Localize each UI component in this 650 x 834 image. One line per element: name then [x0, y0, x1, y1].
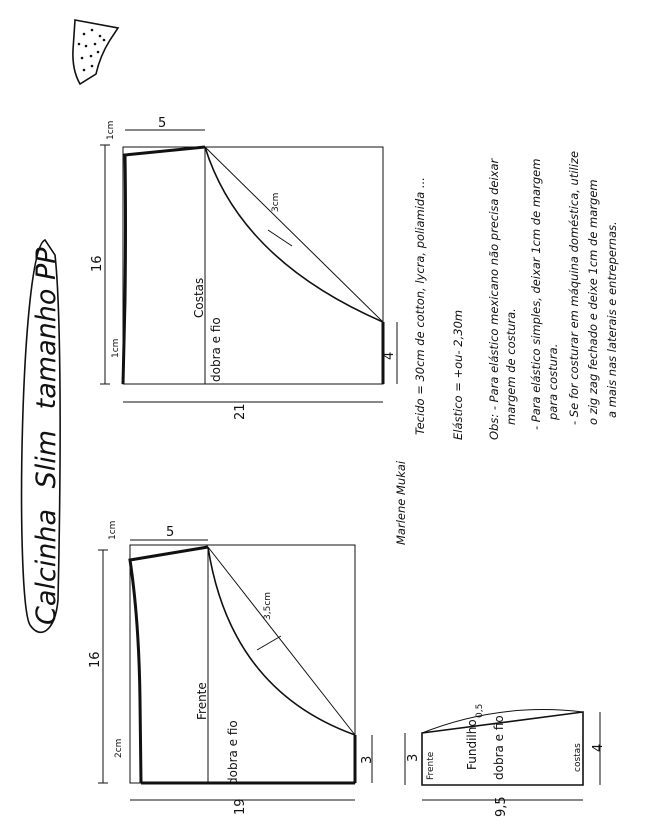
costas-pattern — [90, 116, 397, 420]
fundilho-dim-width: 9,5 — [494, 796, 509, 817]
fundilho-label: Fundilho — [465, 719, 479, 770]
frente-fold: dobra e fio — [226, 720, 240, 785]
costas-label: Costas — [192, 277, 206, 318]
title-prefix: Calcinha — [31, 508, 62, 625]
fundilho-pattern — [405, 704, 606, 817]
costas-dim-low: 1cm — [111, 338, 121, 358]
note-obs1a: Obs: - Para elástico mexicano não precisa deixar — [487, 158, 501, 440]
frente-dim-low: 2cm — [114, 738, 124, 758]
costas-dim-width: 21 — [233, 403, 248, 420]
title-model: Slim — [31, 429, 62, 489]
costas-dim-waist: 5 — [158, 116, 167, 131]
fundilho-dim-right: 4 — [591, 743, 606, 752]
note-obs3c: a mais nas laterais e entrepernas. — [605, 221, 619, 418]
fundilho-fold: dobra e fio — [492, 715, 506, 780]
fundilho-dim-left: 3 — [406, 753, 421, 762]
costas-dim-top: 1cm — [106, 120, 116, 140]
notes-block — [413, 151, 619, 440]
frente-pattern — [88, 521, 375, 815]
fundilho-left-label: Frente — [426, 751, 436, 780]
costas-fold: dobra e fio — [209, 317, 223, 382]
costas-dim-height: 16 — [90, 255, 105, 272]
frente-dim-height: 16 — [88, 651, 103, 668]
signature: Marlene Mukai — [394, 460, 408, 545]
frente-dim-waist: 5 — [166, 525, 175, 540]
fundilho-dim-top: 0,5 — [475, 703, 485, 718]
frente-dim-width: 19 — [233, 798, 248, 815]
note-obs2b: para costura. — [546, 343, 560, 420]
costas-dim-side: 4 — [382, 351, 397, 360]
note-elastico: Elástico = +ou- 2,30m — [451, 309, 465, 440]
frente-dim-top: 1cm — [108, 520, 118, 540]
title-block — [22, 240, 62, 632]
svg-text:Calcinha Slim tama — [31, 247, 62, 625]
frente-dim-side: 3 — [360, 755, 375, 764]
note-obs3b: o zig zag fechado e deixe 1cm de margem — [586, 179, 600, 425]
costas-dim-curve: 3cm — [271, 192, 281, 212]
fundilho-right-label: costas — [573, 743, 583, 772]
note-obs1b: margem de costura. — [504, 308, 518, 425]
note-obs3a: - Se for costurar em máquina doméstica, utilize — [567, 150, 581, 425]
note-tecido: Tecido = 30cm de cotton, lycra, poliamida ... — [413, 177, 427, 435]
title-size: tamanho PP — [31, 247, 62, 410]
note-obs2a: - Para elástico simples, deixar 1cm de margem — [529, 158, 543, 430]
panty-icon — [73, 20, 118, 84]
frente-dim-curve: 3,5cm — [263, 591, 273, 620]
frente-label: Frente — [195, 682, 209, 720]
